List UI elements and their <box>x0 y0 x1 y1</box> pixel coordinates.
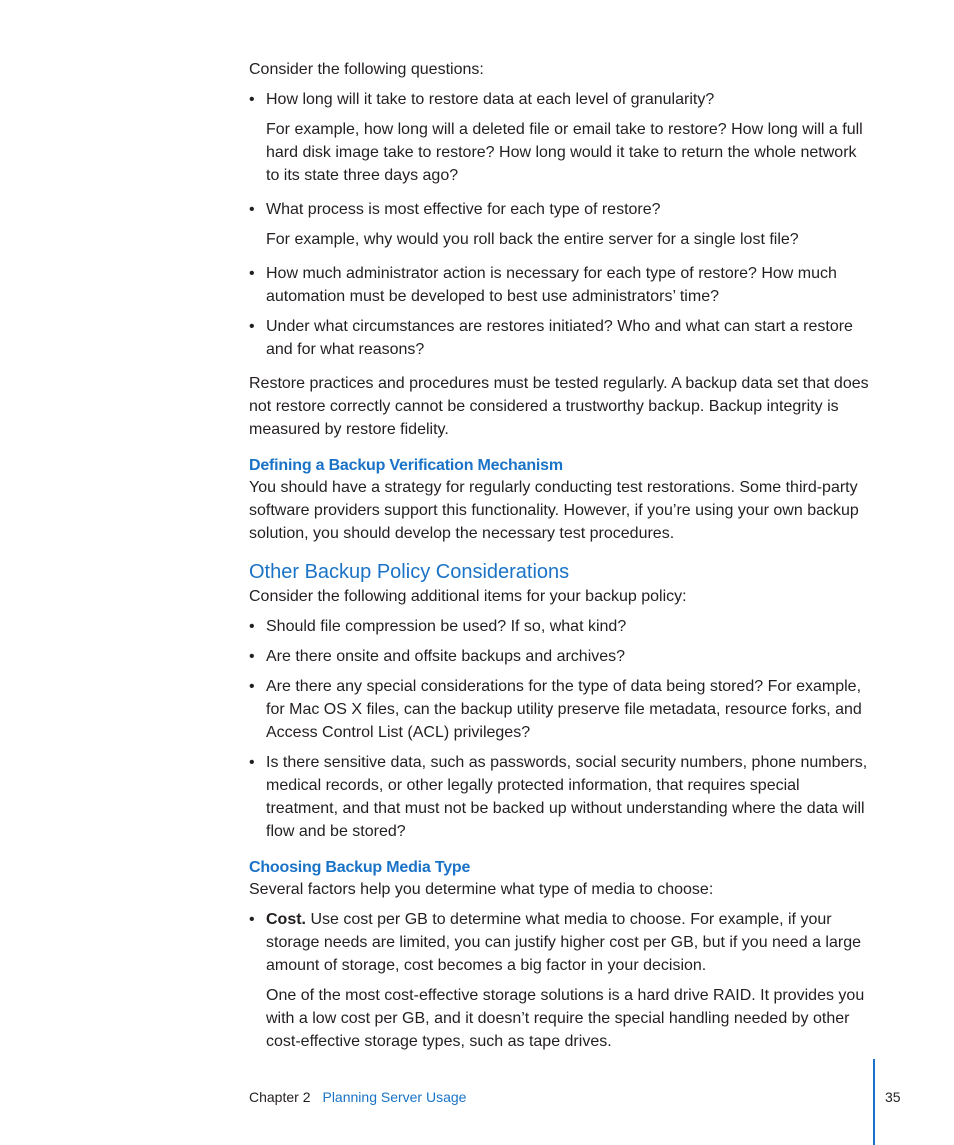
media-heading: Choosing Backup Media Type <box>249 859 471 876</box>
bullet-icon: • <box>249 648 255 665</box>
page-footer <box>249 1087 466 1107</box>
verification-body: You should have a strategy for regularly conducting test restorations. Some third-party software providers support this functionality. However, if you’re using your own backup solution, you should develop the necessary test procedures. <box>249 479 859 542</box>
list-item: • Is there sensitive data, such as passwords, social security numbers, phone numbers, medical records, or other legally protected information, that requires special treatment, and that must not be backed up without understanding where the data will flow and be stored? <box>249 751 874 843</box>
cost-text: Use cost per GB to determine what media to choose. For example, if your storage needs are limited, you can justify higher cost per GB, but if you need a large amount of storage, cost becomes a big factor in your decision. <box>266 911 861 974</box>
question-detail: For example, why would you roll back the entire server for a single lost file? <box>266 231 799 248</box>
considerations-list <box>249 615 874 843</box>
chapter-title: Planning Server Usage <box>322 1089 467 1105</box>
questions-list <box>249 262 874 361</box>
list-item: • Should file compression be used? If so, what kind? <box>249 615 874 638</box>
cost-detail: One of the most cost-effective storage solutions is a hard drive RAID. It provides you with a low cost per GB, and it doesn’t require the special handling needed by other cost-effective storage types, such as tape drives. <box>266 987 865 1050</box>
list-item: • What process is most effective for each type of restore? <box>249 198 874 221</box>
bullet-icon: • <box>249 318 255 335</box>
bullet-icon: • <box>249 754 255 771</box>
bullet-icon: • <box>249 201 255 218</box>
bullet-icon: • <box>249 618 255 635</box>
questions-list <box>249 88 874 111</box>
list-item: • How much administrator action is necessary for each type of restore? How much automation must be developed to best use administrators’ time? <box>249 262 874 308</box>
other-considerations-intro: Consider the following additional items for your backup policy: <box>249 588 687 605</box>
media-list <box>249 908 874 977</box>
page-number: 35 <box>885 1089 901 1105</box>
other-considerations-heading: Other Backup Policy Considerations <box>249 561 570 583</box>
bullet-icon: • <box>249 265 255 282</box>
page-content <box>249 58 874 1053</box>
list-item: • How long will it take to restore data at each level of granularity? <box>249 88 874 111</box>
bullet-icon: • <box>249 91 255 108</box>
cost-label: Cost. <box>266 911 306 928</box>
questions-intro: Consider the following questions: <box>249 61 484 78</box>
bullet-icon: • <box>249 911 255 928</box>
verification-heading: Defining a Backup Verification Mechanism <box>249 457 563 474</box>
list-item: • Are there onsite and offsite backups and archives? <box>249 645 874 668</box>
footer-divider <box>873 1059 875 1145</box>
media-intro: Several factors help you determine what type of media to choose: <box>249 881 714 898</box>
list-item: • Under what circumstances are restores initiated? Who and what can start a restore and for what reasons? <box>249 315 874 361</box>
restore-paragraph: Restore practices and procedures must be tested regularly. A backup data set that does not restore correctly cannot be considered a trustworthy backup. Backup integrity is measured by restore fidelity. <box>249 375 869 438</box>
questions-list <box>249 198 874 221</box>
question-detail: For example, how long will a deleted file or email take to restore? How long will a full hard disk image take to restore? How long would it take to return the whole network to its state three days ago? <box>266 121 863 184</box>
chapter-label: Chapter 2 <box>249 1089 311 1105</box>
list-item: • Are there any special considerations for the type of data being stored? For example, for Mac OS X files, can the backup utility preserve file metadata, resource forks, and Access Control List (ACL) privileges? <box>249 675 874 744</box>
list-item <box>249 908 874 977</box>
bullet-icon: • <box>249 678 255 695</box>
